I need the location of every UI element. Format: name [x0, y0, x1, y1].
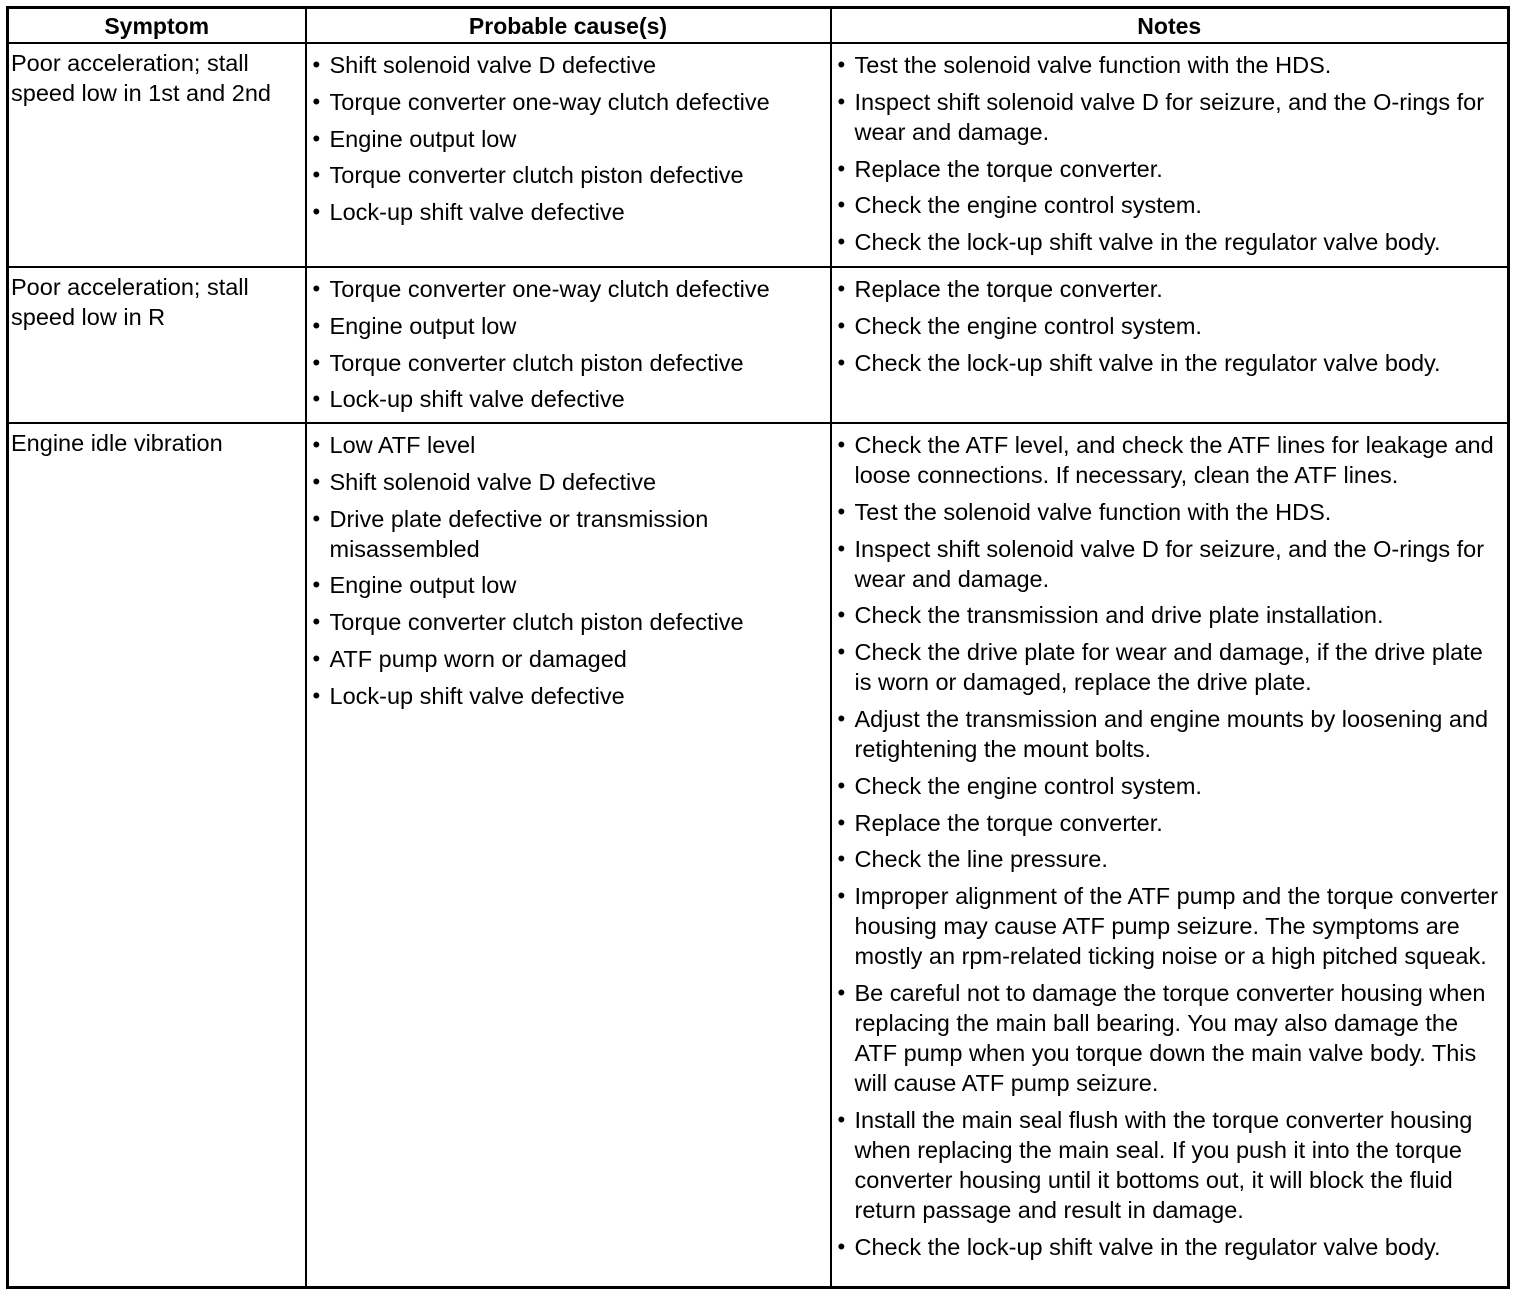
notes-cell	[831, 267, 1509, 423]
list-item: • Replace the torque converter.	[837, 276, 1163, 302]
causes-cell	[306, 267, 831, 423]
list-item: • Low ATF level	[312, 432, 476, 458]
list-item: • Lock-up shift valve defective	[312, 682, 625, 709]
notes-cell	[831, 43, 1509, 267]
table-row	[8, 423, 1509, 1288]
troubleshooting-table	[6, 6, 1510, 1289]
list-item: • Torque converter one-way clutch defective	[312, 88, 770, 115]
list-item: • Torque converter clutch piston defective	[312, 162, 744, 189]
list-item: • Shift solenoid valve D defective	[312, 468, 657, 495]
list-item: • Check the line pressure.	[837, 846, 1108, 873]
list-item: • Check the engine control system.	[837, 772, 1202, 799]
list-item: • Check the drive plate for wear and damage, if the drive plate is worn or damaged, replace the drive plate.	[837, 639, 1483, 696]
list-item: • Check the engine control system.	[837, 312, 1202, 339]
list-item: • Replace the torque converter.	[837, 809, 1163, 836]
list-item: • Test the solenoid valve function with the HDS.	[837, 498, 1332, 525]
list-item: • Replace the torque converter.	[837, 155, 1163, 182]
notes-cell	[831, 423, 1509, 1288]
list-item: • Lock-up shift valve defective	[312, 386, 625, 413]
list-item: • Inspect shift solenoid valve D for seizure, and the O-rings for wear and damage.	[837, 535, 1485, 592]
list-item: • Torque converter clutch piston defective	[312, 349, 744, 376]
list-item: • Install the main seal flush with the torque converter housing when replacing the main seal. If you push it into the torque converter housing until it bottoms out, it will block the fluid return passage and result in damage.	[837, 1106, 1473, 1223]
list-item: • Check the lock-up shift valve in the regulator valve body.	[837, 349, 1441, 376]
symptom-cell: Poor acceleration; stall speed low in R	[8, 267, 306, 423]
symptom-cell: Poor acceleration; stall speed low in 1st and 2nd	[8, 43, 306, 267]
list-item: • Torque converter clutch piston defective	[312, 609, 744, 636]
header-symptom: Symptom	[8, 8, 306, 44]
list-item: • Improper alignment of the ATF pump and the torque converter housing may cause ATF pump seizure. The symptoms are mostly an rpm-related ticking noise or a high pitched squeak.	[837, 883, 1499, 970]
list-item: • Lock-up shift valve defective	[312, 199, 625, 226]
list-item: • Be careful not to damage the torque converter housing when replacing the main ball bearing. You may also damage the ATF pump when you torque down the main valve body. This will cause ATF pump seizure.	[837, 979, 1486, 1096]
list-item: • Check the transmission and drive plate installation.	[837, 602, 1384, 629]
causes-cell	[306, 43, 831, 267]
list-item: • Check the engine control system.	[837, 192, 1202, 219]
list-item: • Inspect shift solenoid valve D for seizure, and the O-rings for wear and damage.	[837, 88, 1485, 145]
list-item: • Drive plate defective or transmission misassembled	[312, 505, 709, 562]
table-header-row	[8, 8, 1509, 44]
header-notes: Notes	[831, 8, 1509, 44]
table-row	[8, 267, 1509, 423]
list-item: • Engine output low	[312, 312, 517, 339]
list-item: • Engine output low	[312, 572, 517, 599]
table-row	[8, 43, 1509, 267]
list-item: • Test the solenoid valve function with the HDS.	[837, 52, 1332, 78]
list-item: • Torque converter one-way clutch defective	[312, 276, 770, 302]
list-item: • Adjust the transmission and engine mounts by loosening and retightening the mount bolts.	[837, 705, 1489, 762]
list-item: • Shift solenoid valve D defective	[312, 52, 657, 78]
list-item: • Engine output low	[312, 125, 517, 152]
causes-cell	[306, 423, 831, 1288]
symptom-cell: Engine idle vibration	[8, 423, 306, 1288]
header-probable-causes: Probable cause(s)	[306, 8, 831, 44]
list-item: • Check the lock-up shift valve in the regulator valve body.	[837, 1233, 1441, 1260]
list-item: • Check the ATF level, and check the ATF lines for leakage and loose connections. If necessary, clean the ATF lines.	[837, 432, 1494, 488]
list-item: • ATF pump worn or damaged	[312, 645, 627, 672]
list-item: • Check the lock-up shift valve in the regulator valve body.	[837, 229, 1441, 256]
